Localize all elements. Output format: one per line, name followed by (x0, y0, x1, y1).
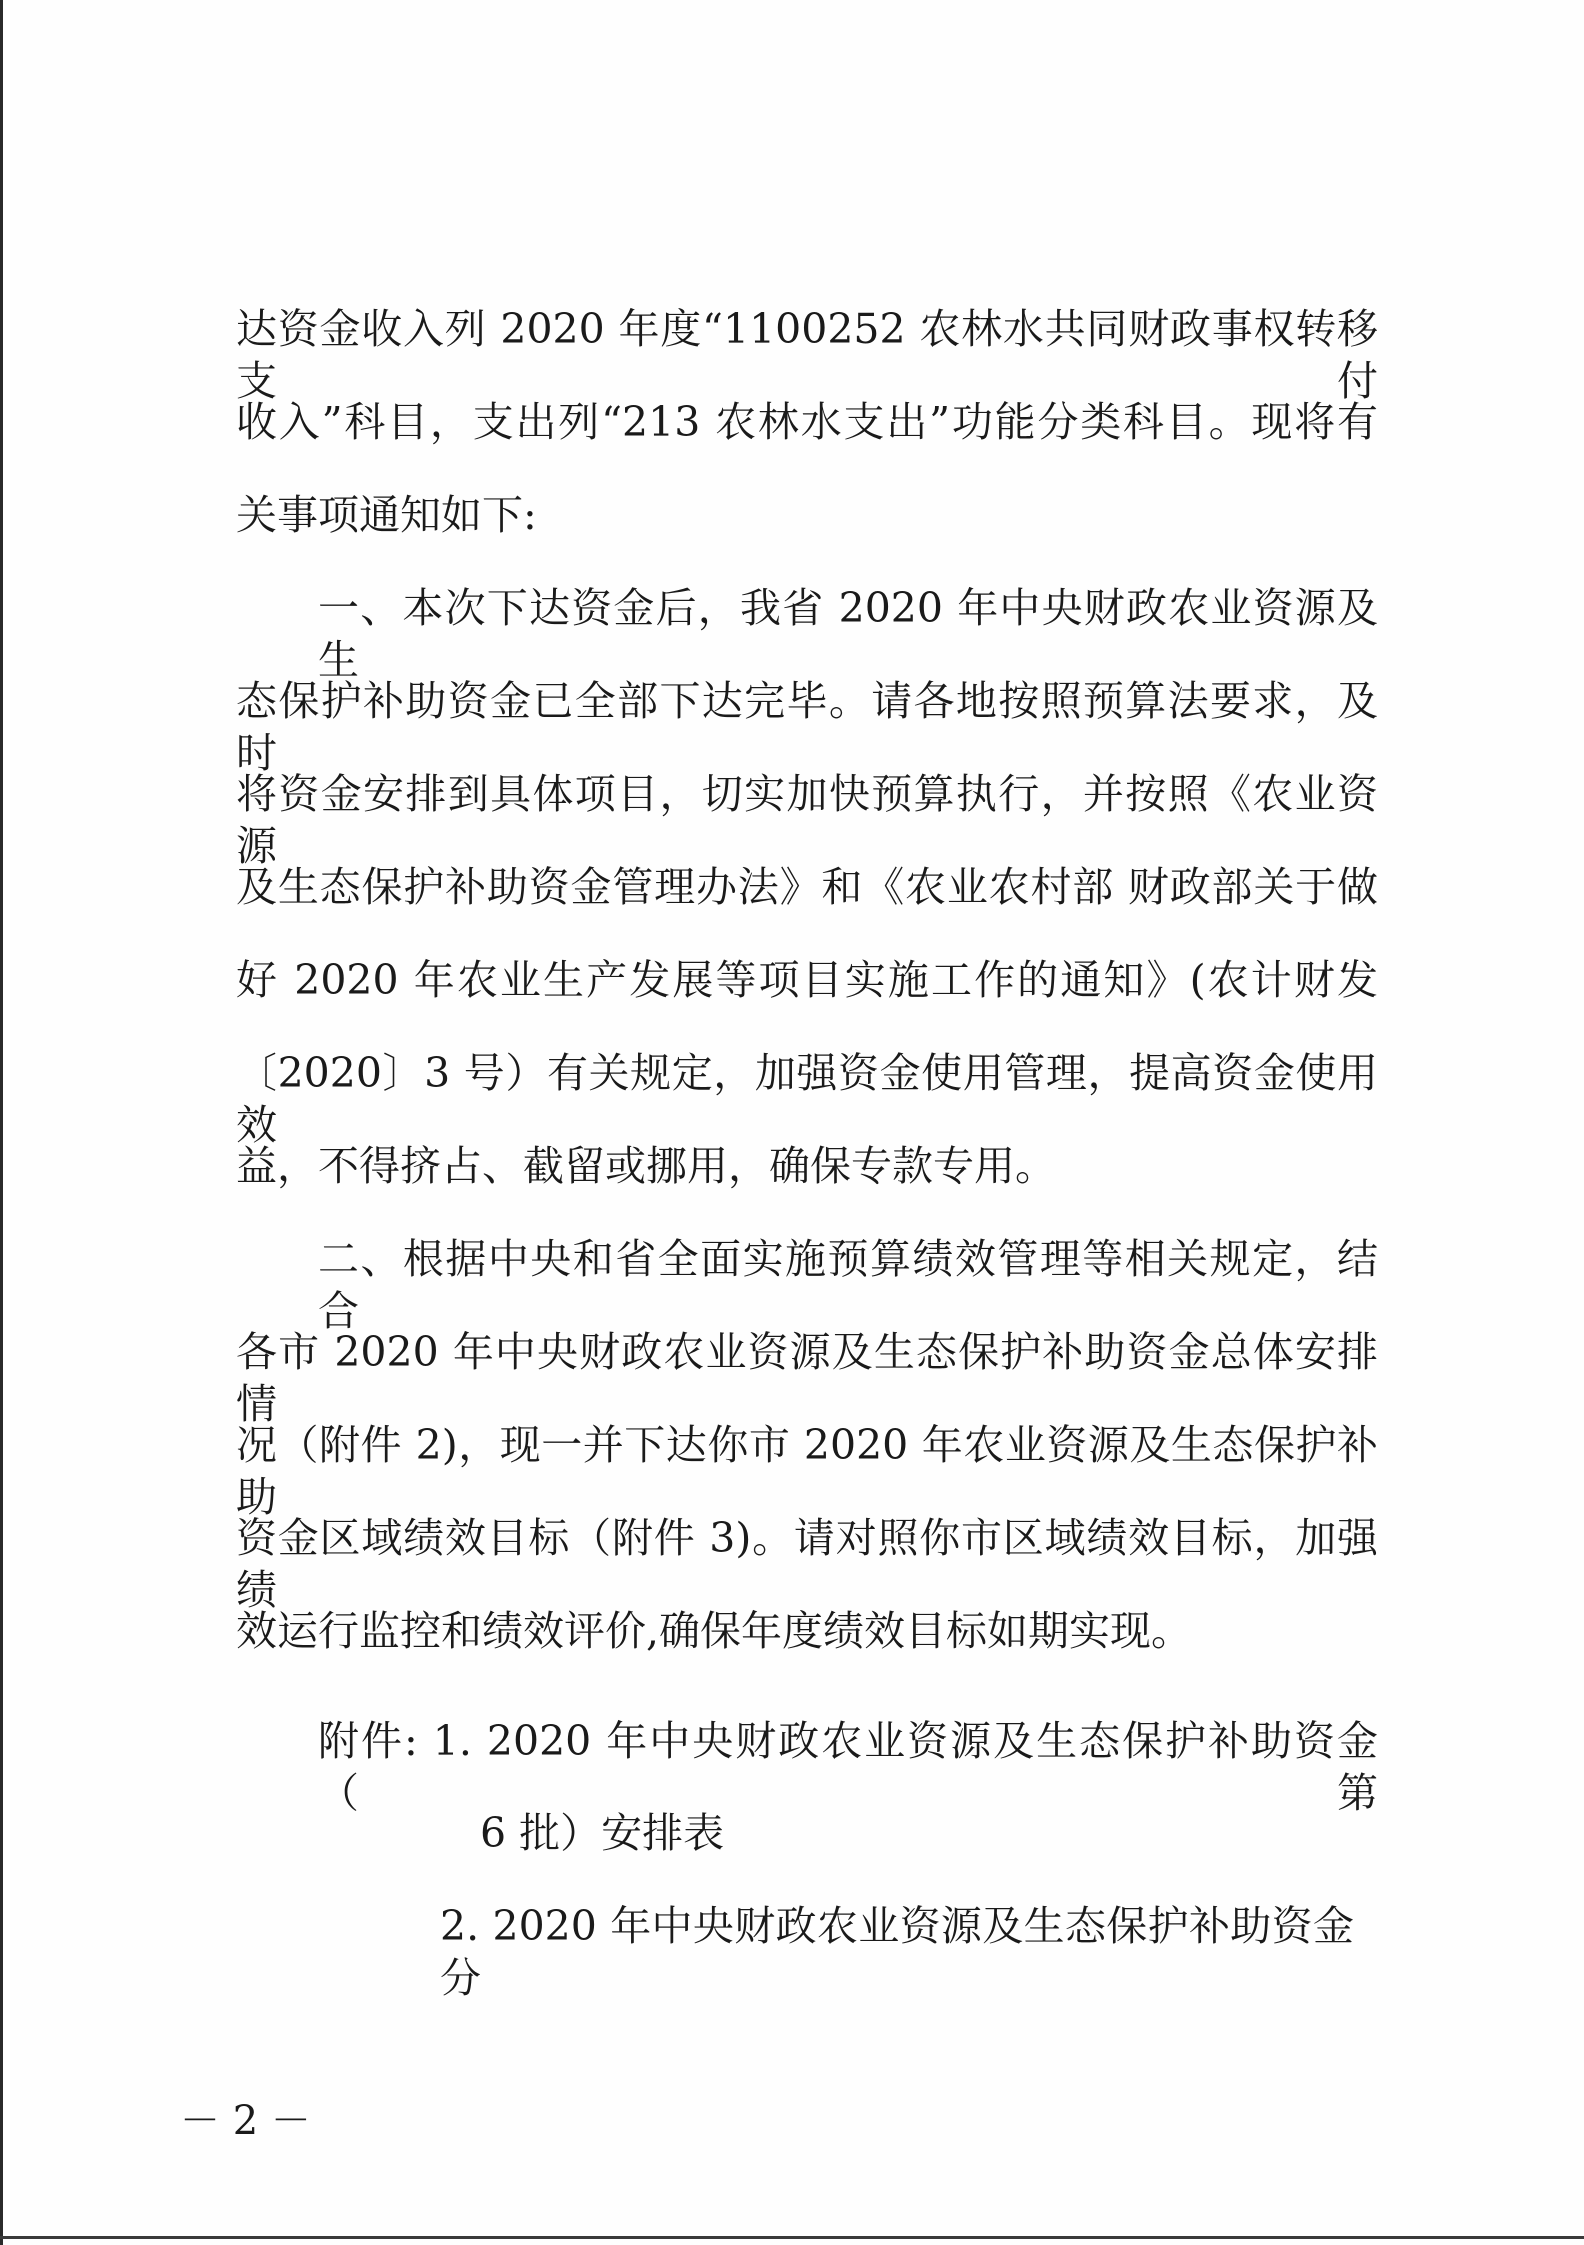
attachment-line-2: 6 批）安排表 (480, 1809, 725, 1857)
body-line-9: 〔2020〕3 号）有关规定，加强资金使用管理，提高资金使用效 (236, 1049, 1378, 1149)
attachment-line-1: 附件: 1. 2020 年中央财政农业资源及生态保护补助资金（第 (318, 1717, 1378, 1817)
scan-edge-left (0, 0, 3, 2245)
body-line-12: 各市 2020 年中央财政农业资源及生态保护补助资金总体安排情 (236, 1328, 1378, 1428)
body-line-1: 达资金收入列 2020 年度“1100252 农林水共同财政事权转移支付 (236, 305, 1378, 405)
body-line-10: 益，不得挤占、截留或挪用，确保专款专用。 (236, 1142, 1056, 1190)
body-line-2: 收入”科目，支出列“213 农林水支出”功能分类科目。现将有 (236, 398, 1378, 446)
page-number: － 2 － (180, 2098, 311, 2144)
body-line-11: 二、根据中央和省全面实施预算绩效管理等相关规定，结合 (318, 1235, 1378, 1335)
attachment-line-3: 2. 2020 年中央财政农业资源及生态保护补助资金分 (440, 1902, 1354, 2002)
body-line-5: 态保护补助资金已全部下达完毕。请各地按照预算法要求，及时 (236, 677, 1378, 777)
scan-edge-bottom (0, 2236, 1584, 2239)
body-line-15: 效运行监控和绩效评价,确保年度绩效目标如期实现。 (236, 1607, 1193, 1655)
body-line-3: 关事项通知如下: (236, 491, 537, 539)
body-line-13: 况（附件 2)，现一并下达你市 2020 年农业资源及生态保护补助 (236, 1421, 1378, 1521)
body-line-4: 一、本次下达资金后，我省 2020 年中央财政农业资源及生 (318, 584, 1378, 684)
body-line-7: 及生态保护补助资金管理办法》和《农业农村部 财政部关于做 (236, 863, 1378, 911)
body-line-8: 好 2020 年农业生产发展等项目实施工作的通知》(农计财发 (236, 956, 1378, 1004)
body-line-14: 资金区域绩效目标（附件 3)。请对照你市区域绩效目标，加强绩 (236, 1514, 1378, 1614)
body-line-6: 将资金安排到具体项目，切实加快预算执行，并按照《农业资源 (236, 770, 1378, 870)
